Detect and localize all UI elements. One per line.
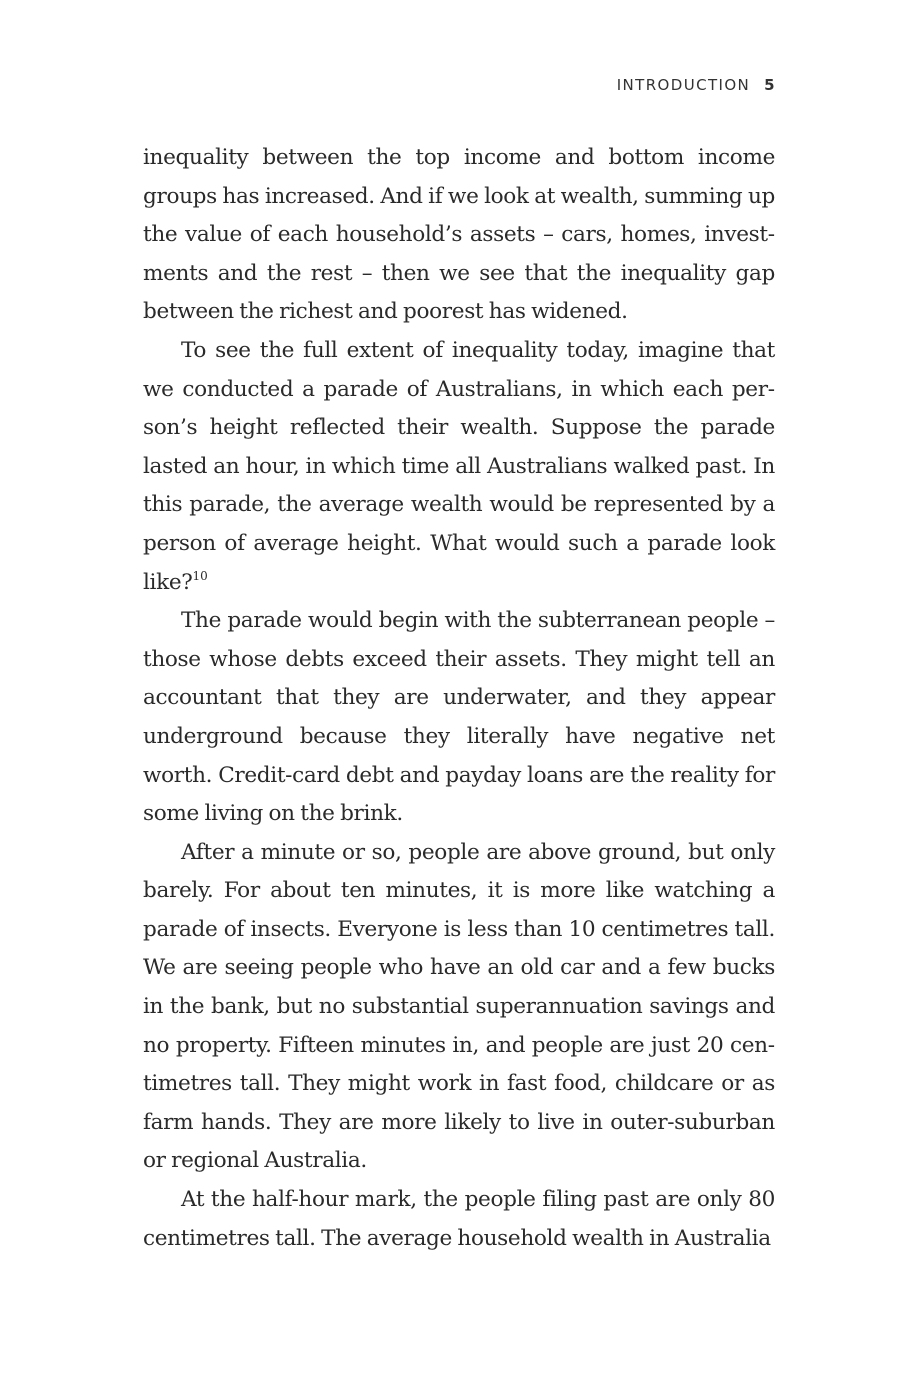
paragraph xyxy=(143,834,775,1181)
paragraph xyxy=(143,1181,775,1258)
running-head xyxy=(617,76,776,94)
section-title: INTRODUCTION xyxy=(616,76,751,94)
paragraph-text: To see the full extent of inequality today, imagine that we conducted a parade of Australians, in which each person’s height reflected their wealth. Suppose the parade lasted an hour, in which time all Australians walked past. In this parade, the average wealth would be represented by a person of average height. What would such a parade look like? xyxy=(143,337,775,595)
paragraph-text: After a minute or so, people are above ground, but only barely. For about ten minutes, it is more like watching a parade of insects. Everyone is less than 10 centimetres tall. We are seeing people who have an old car and a few bucks in the bank, but no substantial superannuation savings and no property. Fifteen minutes in, and people are just 20 centimetres tall. They might work in fast food, childcare or as farm hands. They are more likely to live in outer-suburban or regional Australia. xyxy=(143,839,775,1174)
paragraph-text: inequality between the top income and bottom income groups has increased. And if we look at wealth, summing up the value of each household’s assets – cars, homes, investments and the rest – then we see that the inequality gap between the richest and poorest has widened. xyxy=(143,145,775,325)
paragraph xyxy=(143,139,775,332)
paragraph xyxy=(143,332,775,602)
paragraph-text: At the half-hour mark, the people filing past are only 80 centimetres tall. The average household wealth in Australia xyxy=(143,1187,775,1251)
body-text xyxy=(143,139,775,1258)
page-number: 5 xyxy=(764,76,776,94)
paragraph xyxy=(143,602,775,834)
paragraph-text: The parade would begin with the subterranean people – those whose debts exceed their assets. They might tell an accountant that they are underwater, and they appear underground because they literally have negative net worth. Credit-card debt and payday loans are the reality for some living on the brink. xyxy=(143,608,775,827)
footnote-reference[interactable]: 10 xyxy=(192,568,208,583)
